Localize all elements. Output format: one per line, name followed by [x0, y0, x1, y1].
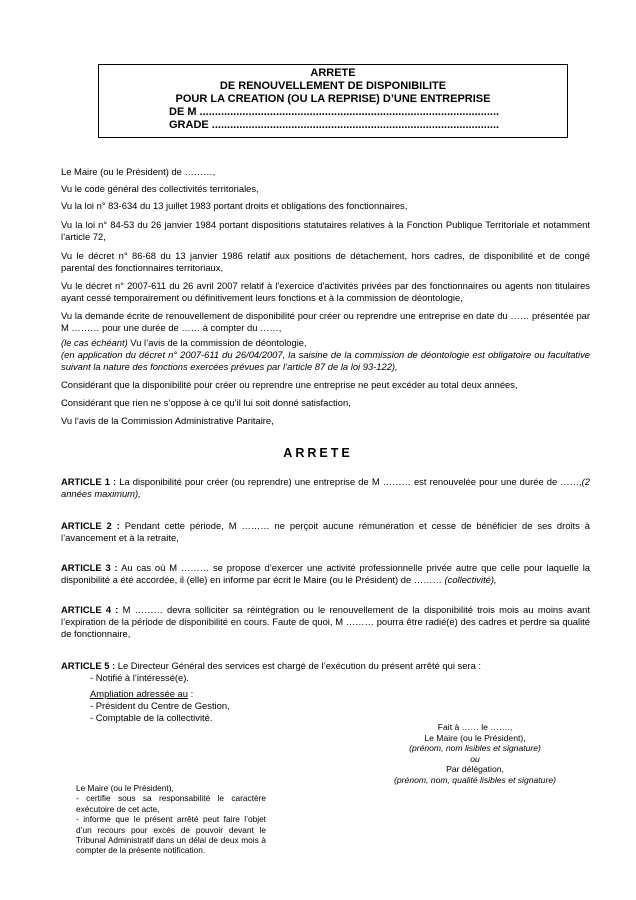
visa-maire: Le Maire (ou le Président) de ………, [61, 166, 216, 177]
visa-deontologie [61, 337, 590, 373]
visa-loi-84: Vu la loi n° 84-53 du 26 janvier 1984 portant dispositions statutaires relatives à la Fonction Publique Territoriale et notamment l’article 72, [61, 219, 590, 242]
title-line-1: ARRETE [310, 67, 356, 79]
deontologie-note: (en application du décret n° 2007-611 du 26/04/2007, la saisine de la commission de déontologie est obligatoire ou facultative suivant la nature des fonctions exercées prévues par l’article 87 de la loi 93-122), [61, 349, 590, 372]
visa-code: Vu le code général des collectivités territoriales, [61, 183, 259, 194]
signature-ou: ou [470, 753, 480, 764]
ampliation-colon: : [187, 688, 194, 699]
article-3-label: ARTICLE 3 : [61, 562, 118, 573]
signature-fait: Fait à …… le ……., [437, 722, 513, 732]
title-grade-line: GRADE .............................................................................................. [169, 119, 500, 131]
signature-maire: Le Maire (ou le Président), [424, 732, 526, 743]
ampliation-heading [90, 688, 490, 700]
visa-decret-86: Vu le décret n° 86-68 du 13 janvier 1986 relatif aux positions de détachement, hors cadres, de disponibilité et de congé parental des fonctionnaires territoriaux, [61, 250, 590, 273]
article-4-label: ARTICLE 4 : [61, 604, 119, 615]
ampliation-item-2: - Comptable de la collectivité. [90, 712, 213, 723]
cas-echeant-label: (le cas échéant) [61, 337, 128, 348]
ampliation-label: Ampliation adressée au [90, 688, 188, 699]
notification-line: - Notifié à l’intéressé(e). [90, 672, 189, 683]
article-3 [61, 562, 590, 586]
footer-line-3: - informe que le présent arrêté peut faire l’objet d’un recours pour excès de pouvoir devant le Tribunal Administratif dans un délai de deux mois à compter de la présente notification. [76, 814, 266, 856]
visa-decret-2007: Vu le décret n° 2007-611 du 26 avril 2007 relatif à l'exercice d'activités privées par des fonctionnaires ou agents non titulaires ayant cessé temporairement ou définitivement leurs fonctions et à la commission de déontologie, [61, 280, 590, 303]
article-5-label: ARTICLE 5 : [61, 660, 116, 671]
article-1 [61, 476, 590, 500]
ampliation-item-1: - Président du Centre de Gestion, [90, 700, 230, 711]
signature-prenom: (prénom, nom lisibles et signature) [409, 743, 541, 753]
visa-loi-83: Vu la loi n° 83-634 du 13 juillet 1983 portant droits et obligations des fonctionnaires, [61, 200, 408, 211]
article-4 [61, 604, 590, 640]
article-3-text: Au cas où M ……… se propose d’exercer une activité professionnelle privée autre que celle pour laquelle la disponibilité a été accordée, il (elle) en informe par écrit le Maire (ou le Président) de ……… [61, 562, 590, 585]
footer-line-2: - certifie sous sa responsabilité le caractère exécutoire de cet acte, [76, 793, 266, 814]
signature-delegation: Par délégation, [446, 764, 504, 774]
cas-echeant-text: Vu l’avis de la commission de déontologie, [127, 337, 307, 348]
article-1-label: ARTICLE 1 : [61, 476, 117, 487]
article-3-italic: (collectivité), [444, 574, 497, 585]
article-1-italic: (2 années maximum), [61, 476, 590, 499]
article-2-text: Pendant cette période, M ……… ne perçoit aucune rémunération et cesse de bénéficier de ses droits à l’avancement et à la retraite, [61, 520, 590, 543]
arrete-heading: ARRETE [283, 446, 353, 460]
title-name-line: DE M .................................................................................................. [169, 106, 500, 118]
article-1-text: La disponibilité pour créer (ou reprendre) une entreprise de M ……… est renouvelée pour une durée de ……, [116, 476, 582, 487]
article-2 [61, 520, 590, 544]
footer-notice [76, 783, 266, 856]
visa-cap: Vu l’avis de la Commission Administrative Paritaire, [61, 415, 274, 426]
title-box [98, 64, 568, 138]
signature-block [360, 722, 590, 785]
considerant-2: Considérant que rien ne s’oppose à ce qu’il lui soit donné satisfaction, [61, 397, 351, 408]
title-line-3: POUR LA CREATION (OU LA REPRISE) D’UNE ENTREPRISE [175, 93, 491, 105]
footer-line-1: Le Maire (ou le Président), [76, 783, 174, 793]
visa-demande: Vu la demande écrite de renouvellement de disponibilité pour créer ou reprendre une entreprise en date du …… présentée par M ……… pour une durée de …… à compter du ……, [61, 310, 590, 333]
article-5-text: Le Directeur Général des services est chargé de l’exécution du présent arrêté qui sera : [115, 660, 481, 671]
signature-qualite: (prénom, nom, qualité lisibles et signature) [394, 774, 556, 785]
article-4-text: M ……… devra solliciter sa réintégration ou le renouvellement de la disponibilité trois mois au moins avant l’expiration de la période de disponibilité en cours. Faute de quoi, M ……… pourra être radié(e) des cadres et perdre sa qualité de fonctionnaire, [61, 604, 590, 639]
article-2-label: ARTICLE 2 : [61, 520, 120, 531]
article-5 [61, 660, 590, 672]
title-line-2: DE RENOUVELLEMENT DE DISPONIBILITE [219, 80, 447, 92]
considerant-1: Considérant que la disponibilité pour créer ou reprendre une entreprise ne peut excéder au total deux années, [61, 379, 518, 390]
